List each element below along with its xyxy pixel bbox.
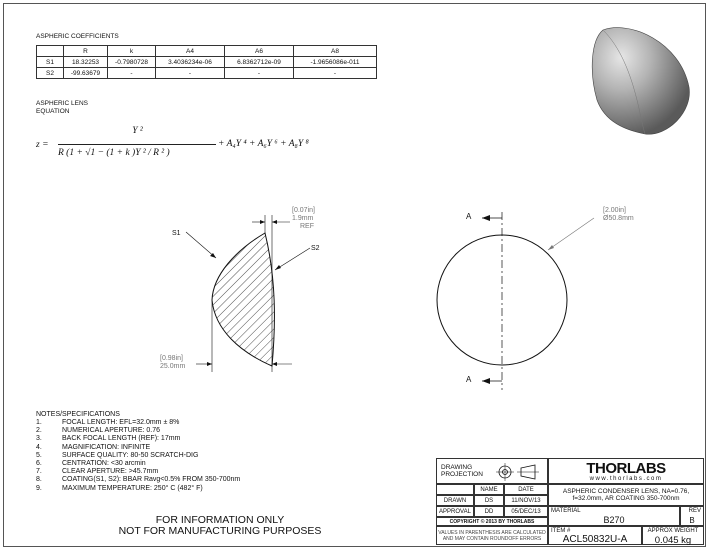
name-header: NAME — [474, 484, 504, 495]
header-cell: R — [64, 46, 108, 57]
drawn-date: 11/NOV/13 — [504, 495, 548, 506]
description-line: f=32.0mm, AR COATING 350-700nm — [572, 495, 680, 502]
table-cell: 6.8362712e-09 — [225, 57, 294, 68]
thickness-label — [292, 207, 315, 231]
table-cell: - — [294, 68, 377, 79]
width-mm: 25.0mm — [160, 363, 186, 370]
projection-label: PROJECTION — [441, 471, 483, 478]
approval-label: APPROVAL — [436, 506, 474, 517]
weight-label: APPROX WEIGHT — [647, 528, 699, 534]
table-cell: -1.9656086e-011 — [294, 57, 377, 68]
equation-title-line: EQUATION — [36, 108, 70, 115]
disclaimer-line: FOR INFORMATION ONLY — [155, 514, 285, 526]
note-text: BACK FOCAL LENGTH (REF): 17mm — [62, 435, 181, 443]
equation-denominator: R (1 + √1 − (1 + k )Y ² / R ² ) — [58, 148, 170, 158]
approval-name: DD — [474, 506, 504, 517]
diameter-mm: Ø50.8mm — [603, 215, 634, 222]
drawn-name: DS — [474, 495, 504, 506]
notes-list — [36, 419, 240, 493]
rev-cell — [680, 506, 704, 526]
item-number: ACL50832U-A — [562, 534, 628, 545]
values-note-line: AND MAY CONTAIN ROUNDOFF ERRORS — [442, 535, 542, 542]
header-cell: A8 — [294, 46, 377, 57]
lens-front-view — [430, 200, 630, 395]
note-number: 1. — [36, 419, 42, 426]
table-cell: 18.32253 — [64, 57, 108, 68]
list-item — [36, 468, 240, 476]
projection-label: DRAWING — [441, 464, 473, 471]
header-cell: A6 — [225, 46, 294, 57]
notes-title: NOTES/SPECIFICATIONS — [36, 411, 120, 418]
table-cell: -99.63679 — [64, 68, 108, 79]
rev-value: B — [689, 516, 695, 525]
lens-3d-render — [585, 12, 695, 137]
blank-cell — [436, 484, 474, 495]
values-note-line: VALUES IN PARENTHESIS ARE CALCULATED — [438, 529, 546, 536]
projection-cell — [436, 458, 548, 484]
material-value: B270 — [603, 515, 625, 525]
list-item — [36, 435, 240, 443]
note-number: 5. — [36, 451, 42, 459]
coefficients-title: ASPHERIC COEFFICIENTS — [36, 33, 119, 40]
header-cell: k — [108, 46, 156, 57]
surface-label-s2: S2 — [311, 245, 320, 252]
thickness-mm: 1.9mm — [292, 215, 314, 222]
table-cell: - — [108, 68, 156, 79]
list-item — [36, 427, 240, 435]
surface-label-s1: S1 — [172, 230, 181, 237]
brand-logo: THORLABS — [586, 459, 666, 477]
material-label: MATERIAL — [551, 508, 581, 514]
material-cell — [548, 506, 680, 526]
note-number: 9. — [36, 484, 42, 492]
values-note-cell — [436, 526, 548, 545]
note-number: 6. — [36, 460, 42, 468]
diameter-in: [2.00in] — [603, 207, 626, 214]
table-row — [37, 57, 377, 68]
list-item — [36, 452, 240, 460]
table-cell: S2 — [37, 68, 64, 79]
title-block — [436, 458, 704, 545]
note-number: 3. — [36, 435, 42, 443]
coefficients-table — [36, 45, 377, 79]
note-number: 7. — [36, 468, 42, 476]
list-item — [36, 460, 240, 468]
rev-label: REV — [688, 508, 701, 514]
equation-numerator: Y ² — [132, 126, 143, 136]
equation-title-line: ASPHERIC LENS — [36, 100, 89, 107]
list-item — [36, 476, 240, 484]
drawn-label: DRAWN — [436, 495, 474, 506]
table-cell: 3.4036234e-06 — [156, 57, 225, 68]
note-text: COATING(S1, S2): BBAR Ravg<0.5% FROM 350-700nm — [62, 476, 241, 484]
brand-cell — [548, 458, 704, 484]
brand-website: www.thorlabs.com — [589, 475, 663, 482]
note-text: NUMERICAL APERTURE: 0.76 — [62, 427, 161, 435]
note-number: 8. — [36, 476, 42, 484]
section-label-top: A — [466, 212, 472, 221]
note-number: 4. — [36, 443, 42, 451]
table-cell: -0.7980728 — [108, 57, 156, 68]
item-label: ITEM # — [551, 528, 571, 534]
header-cell: A4 — [156, 46, 225, 57]
disclaimer — [100, 515, 340, 537]
thickness-in: [0.07in] — [292, 207, 315, 214]
equation-terms: + A₄Y ⁴ + A₆Y ⁶ + A₈Y ⁸ — [218, 139, 309, 149]
width-label — [160, 355, 185, 371]
note-text: FOCAL LENGTH: EFL=32.0mm ± 8% — [62, 419, 180, 426]
width-in: [0.98in] — [160, 355, 183, 362]
disclaimer-line: NOT FOR MANUFACTURING PURPOSES — [118, 525, 322, 537]
third-angle-projection-icon — [495, 462, 545, 482]
note-text: CENTRATION: <30 arcmin — [62, 460, 146, 468]
fraction-bar — [58, 144, 216, 145]
list-item — [36, 419, 240, 427]
table-row — [37, 68, 377, 79]
equation-title — [36, 100, 88, 116]
description-line: ASPHERIC CONDENSER LENS, NA=0.76, — [562, 488, 690, 495]
table-cell: - — [225, 68, 294, 79]
note-text: MAXIMUM TEMPERATURE: 250° C (482° F) — [62, 484, 203, 492]
copyright-cell: COPYRIGHT © 2013 BY THORLABS — [436, 517, 548, 526]
description-cell — [548, 484, 704, 506]
table-header-row — [37, 46, 377, 57]
list-item — [36, 444, 240, 452]
list-item — [36, 485, 240, 493]
weight-value: 0.045 kg — [654, 535, 692, 546]
weight-cell — [642, 526, 704, 545]
approval-date: 05/DEC/13 — [504, 506, 548, 517]
section-label-bottom: A — [466, 375, 472, 384]
item-cell — [548, 526, 642, 545]
header-cell — [37, 46, 64, 57]
thickness-ref: REF — [300, 223, 314, 230]
table-cell: - — [156, 68, 225, 79]
date-header: DATE — [504, 484, 548, 495]
note-number: 2. — [36, 427, 42, 435]
note-text: SURFACE QUALITY: 80-50 SCRATCH-DIG — [62, 451, 199, 459]
note-text: CLEAR APERTURE: >45.7mm — [62, 468, 159, 476]
equation-lhs: z = — [36, 140, 49, 150]
table-cell: S1 — [37, 57, 64, 68]
note-text: MAGNIFICATION: INFINITE — [62, 443, 151, 451]
diameter-label — [603, 207, 634, 223]
